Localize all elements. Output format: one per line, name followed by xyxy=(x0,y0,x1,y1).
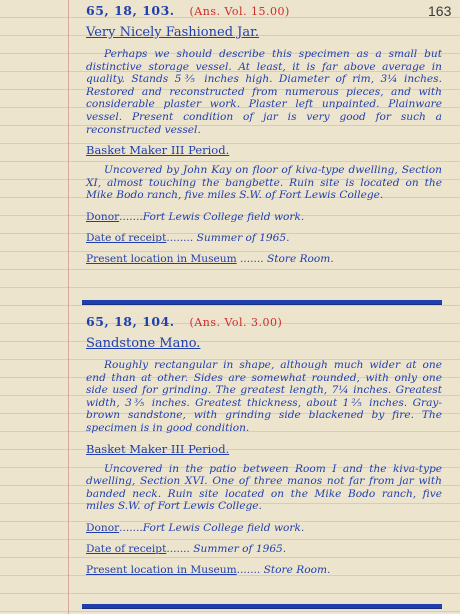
date-label: Date of receipt xyxy=(86,231,167,244)
date-line: Date of receipt....... Summer of 1965. xyxy=(86,542,287,555)
location-line: Present location in Museum ....... Store Room. xyxy=(86,252,334,265)
donor-line: Donor.......Fort Lewis College field work. xyxy=(86,521,305,534)
catalog-number: 65, 18, 103. xyxy=(86,3,175,18)
location-value: Store Room. xyxy=(266,252,334,265)
entry-header xyxy=(86,313,442,332)
entry-description: Roughly rectangular in shape, although much wider at one end than at other. Sides are somewhat rounded, with only one side used for grinding. The greatest length, 7¼ inches. Greatest width, 3⅗ inches. Greatest thickness, about 1⅖ inches. Gray-brown sandstone, with grinding side blackened by fire. The specimen is in good condition. xyxy=(86,359,442,434)
annotation: (Ans. Vol. 15.00) xyxy=(189,5,290,18)
section-divider xyxy=(82,300,442,305)
entry-title: Sandstone Mano. xyxy=(86,336,201,351)
entry-header xyxy=(86,2,442,21)
location-line: Present location in Museum....... Store Room. xyxy=(86,563,331,576)
catalog-entry xyxy=(86,313,442,576)
catalog-entry xyxy=(86,2,442,265)
annotation: (Ans. Vol. 3.00) xyxy=(189,316,283,329)
date-value: Summer of 1965. xyxy=(193,542,287,555)
entry-description: Perhaps we should describe this specimen as a small but distinctive storage vessel. At least, it is far above average in quality. Stands 5⅗ inches high. Diameter of rim, 3¼ inches. Restored and reconstructed from numerous pieces, and with considerable plaster work. Plaster left unpainted. Plainware vessel. Present condition of jar is very good for such a reconstructed vessel. xyxy=(86,48,442,136)
section-divider xyxy=(82,604,442,609)
margin-line xyxy=(68,0,69,614)
location-label: Present location in Museum xyxy=(86,252,237,265)
entry-provenance: Uncovered by John Kay on floor of kiva-type dwelling, Section XI, almost touching the bangbette. Ruin site is located on the Mike Bodo ranch, five miles S.W. of Fort Lewis College. xyxy=(86,164,442,202)
donor-label: Donor xyxy=(86,521,120,534)
entry-period: Basket Maker III Period. xyxy=(86,143,230,158)
donor-value: Fort Lewis College field work. xyxy=(142,521,305,534)
entry-provenance: Uncovered in the patio between Room I and the kiva-type dwelling, Section XVI. One of three manos not far from jar with banded neck. Ruin site located on the Mike Bodo ranch, five miles S.W. of Fort Lewis College. xyxy=(86,462,442,513)
date-label: Date of receipt xyxy=(86,542,167,555)
page-number: 163 xyxy=(428,3,452,19)
entry-period: Basket Maker III Period. xyxy=(86,441,230,456)
location-label: Present location in Museum xyxy=(86,563,237,576)
donor-label: Donor xyxy=(86,210,120,223)
date-line: Date of receipt........ Summer of 1965. xyxy=(86,231,290,244)
donor-line: Donor.......Fort Lewis College field work. xyxy=(86,210,305,223)
catalog-number: 65, 18, 104. xyxy=(86,314,175,329)
entry-title: Very Nicely Fashioned Jar. xyxy=(86,25,260,40)
donor-value: Fort Lewis College field work. xyxy=(142,210,305,223)
date-value: Summer of 1965. xyxy=(196,231,290,244)
location-value: Store Room. xyxy=(263,563,331,576)
